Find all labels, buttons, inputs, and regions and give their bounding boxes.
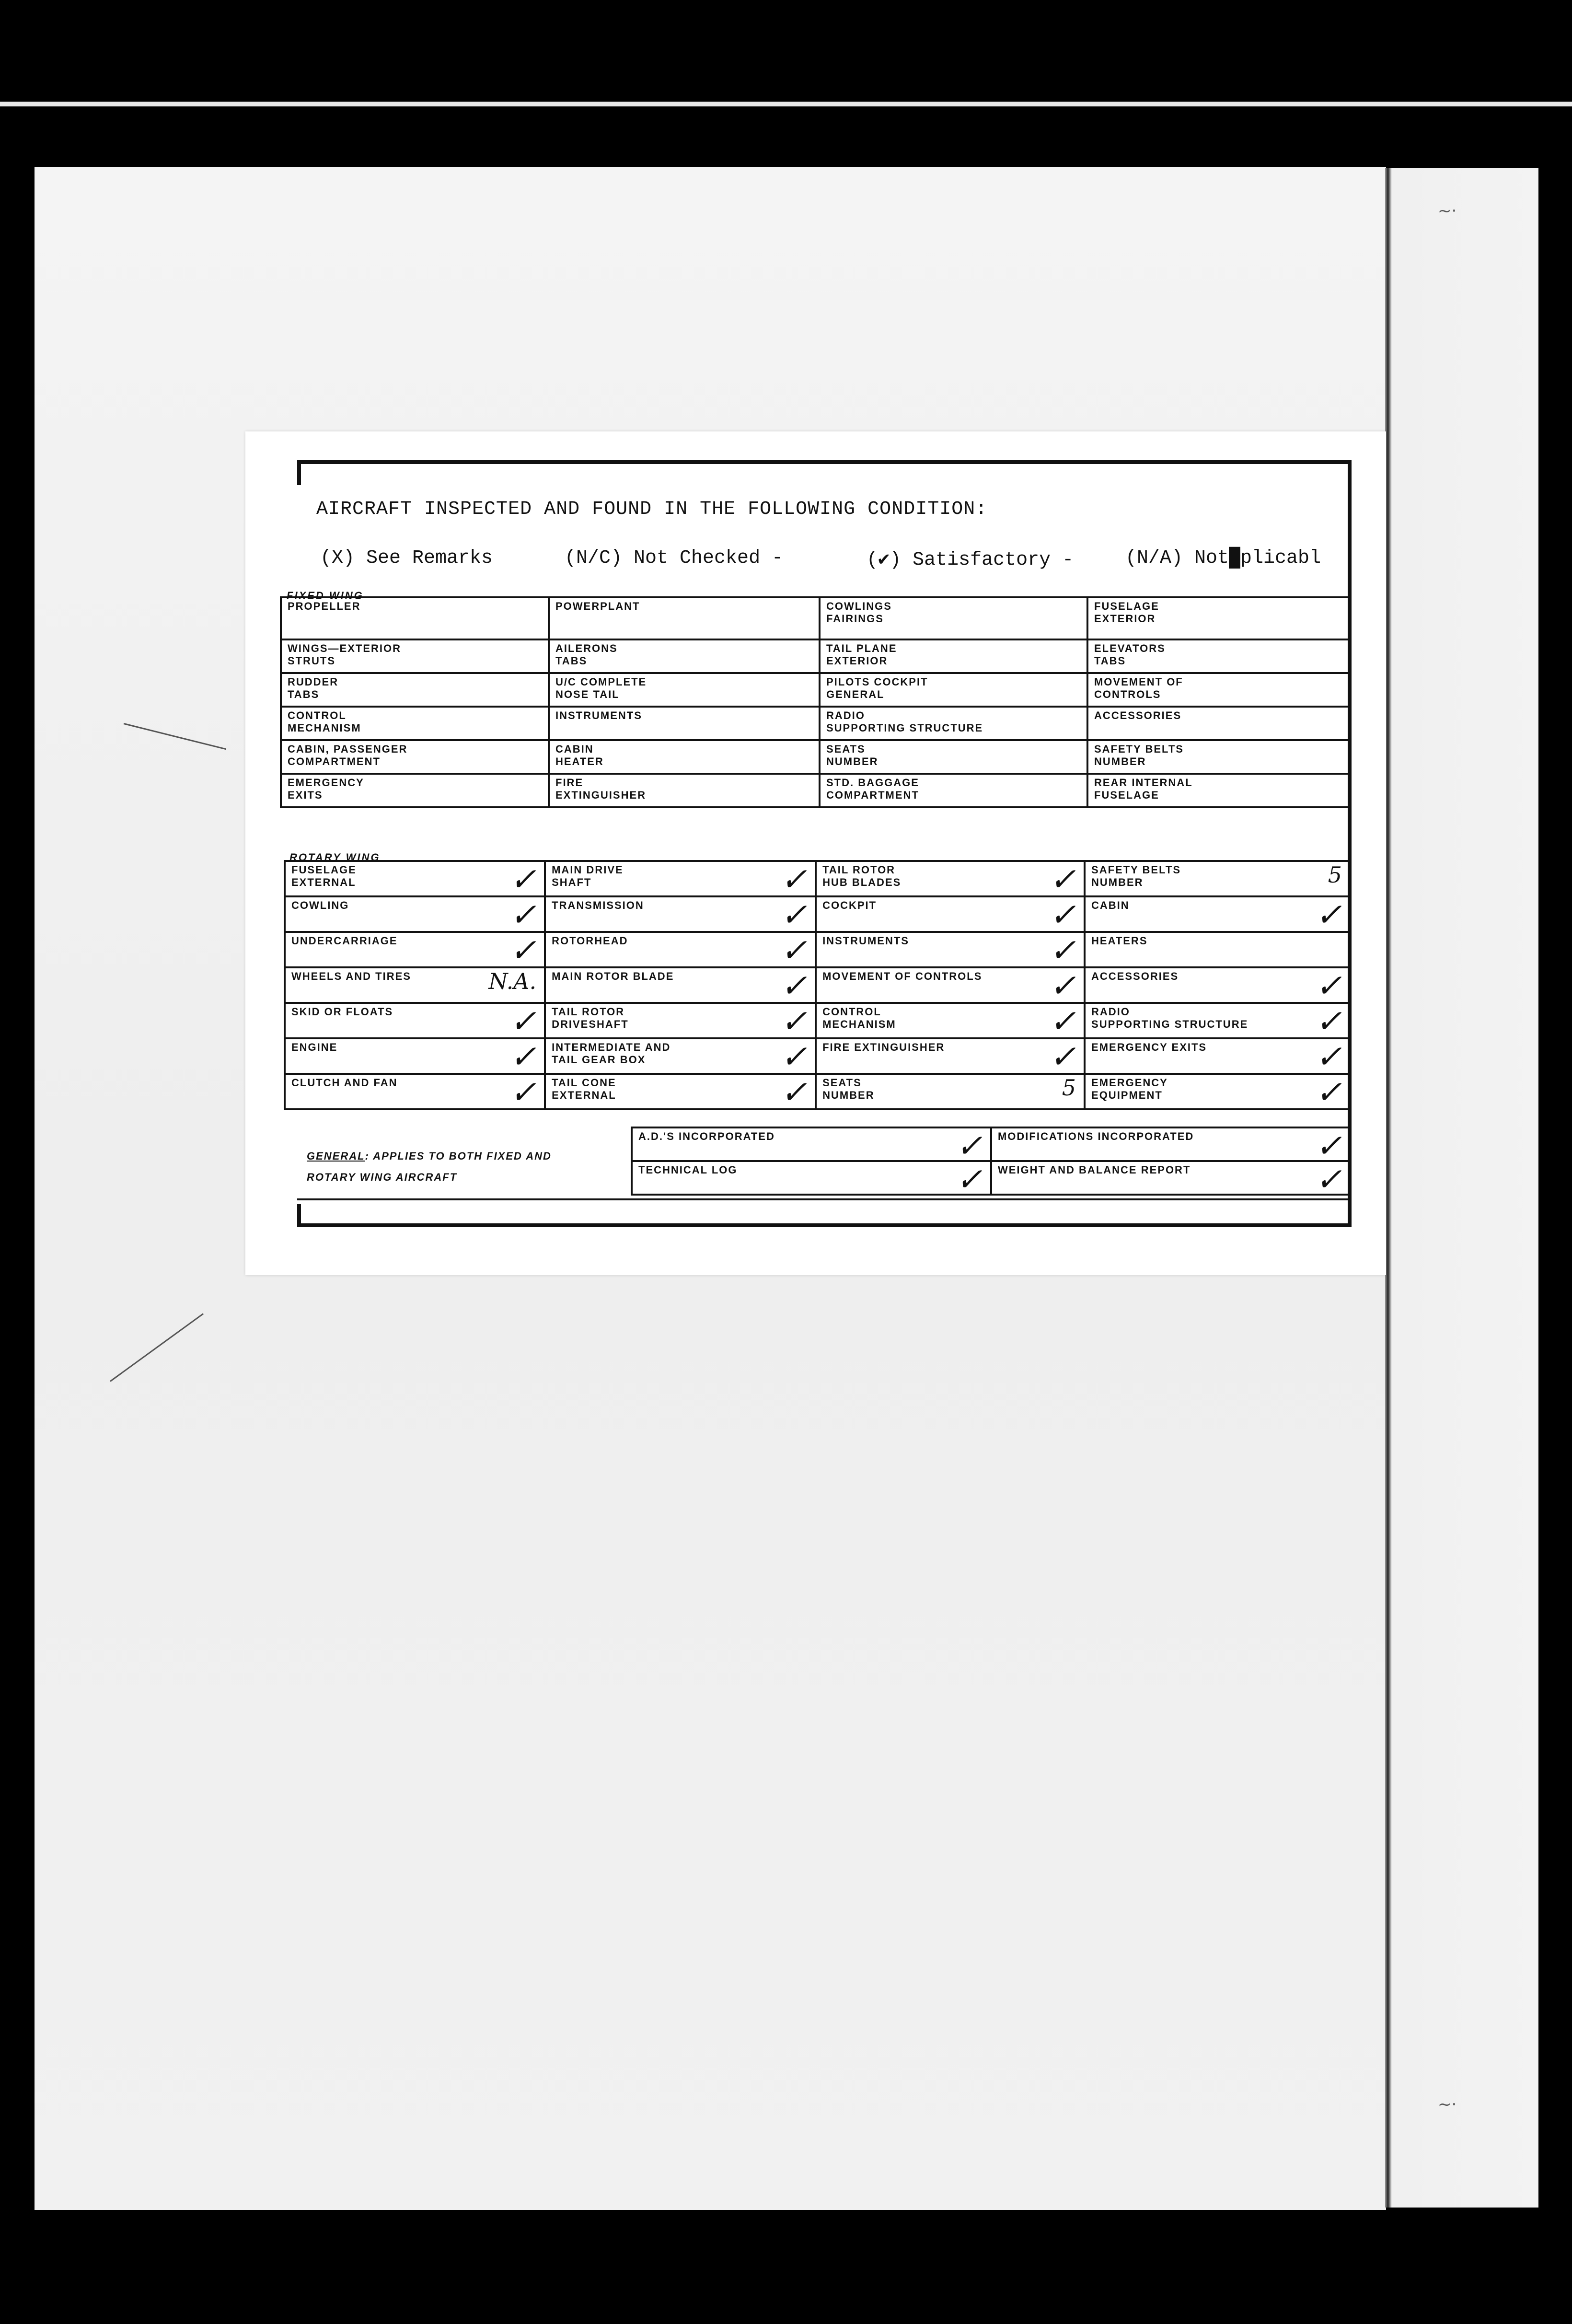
table-row [281,740,1351,774]
inspection-mark: ✓ [780,1074,808,1111]
cell-label: PROPELLER [288,600,361,612]
inspection-mark: 5 [1062,1075,1076,1101]
fixed-wing-cell [549,740,820,774]
legend-remarks: (X) See Remarks [320,547,493,569]
general-cell [632,1127,991,1164]
inspection-mark: N.A. [488,968,537,994]
rotary-wing-cell [1085,967,1351,1003]
rotary-wing-cell [816,861,1085,896]
inspection-mark: ✓ [509,1074,537,1111]
cell-label: REAR INTERNAL FUSELAGE [1094,777,1193,801]
rotary-wing-heading: ROTARY WING [289,851,381,863]
fixed-wing-cell [1087,740,1351,774]
rotary-wing-cell [816,932,1085,967]
fixed-wing-cell [820,639,1087,673]
inspection-mark: ✓ [780,932,808,969]
cell-label: POWERPLANT [555,600,640,612]
cell-label: INSTRUMENTS [822,935,909,947]
cell-label: ACCESSORIES [1094,709,1182,721]
table-row [281,774,1351,807]
cell-label: SEATS NUMBER [822,1077,875,1101]
table-row [285,861,1351,896]
form-title: AIRCRAFT INSPECTED AND FOUND IN THE FOLLOWING CONDITION: [316,499,988,520]
cell-label: ACCESSORIES [1091,970,1179,982]
cell-label: STD. BAGGAGE COMPARTMENT [826,777,919,801]
cell-label: RADIO SUPPORTING STRUCTURE [826,709,983,734]
rotary-wing-cell [285,861,545,896]
cell-label: CLUTCH AND FAN [291,1077,398,1089]
cell-label: ENGINE [291,1041,338,1053]
table-row [285,1003,1351,1038]
inspection-mark: ✓ [780,1003,808,1040]
inspection-mark: ✓ [1315,1038,1342,1075]
inspection-mark: 5 [1328,862,1342,888]
fixed-wing-heading: FIXED WING [287,590,364,602]
fixed-wing-cell [1087,707,1351,740]
fixed-wing-cell [820,597,1087,639]
cell-label: WHEELS AND TIRES [291,970,411,982]
edge-speck: ~· [1438,201,1457,221]
inspection-mark: ✓ [1315,1074,1342,1111]
rotary-wing-cell [1085,932,1351,967]
rotary-wing-cell [285,932,545,967]
cell-label: FIRE EXTINGUISHER [822,1041,945,1053]
cell-label: INTERMEDIATE AND TAIL GEAR BOX [552,1041,671,1066]
cell-label: CABIN HEATER [555,743,604,767]
cell-label: SEATS NUMBER [826,743,878,767]
inspection-mark: ✓ [1315,1161,1342,1198]
cell-label: FIRE EXTINGUISHER [555,777,647,801]
inspection-mark: ✓ [1315,1003,1342,1040]
inspection-mark: ✓ [1049,1003,1076,1040]
cell-label: TAIL ROTOR HUB BLADES [822,864,902,888]
cell-label: TRANSMISSION [552,899,644,911]
fixed-wing-cell [820,740,1087,774]
inspection-mark: ✓ [956,1161,982,1198]
rotary-wing-cell [545,932,816,967]
inspection-mark: ✓ [509,896,537,933]
table-row [285,1038,1351,1074]
cell-label: WEIGHT AND BALANCE REPORT [997,1164,1191,1176]
inspection-mark: ✓ [780,861,808,898]
fixed-wing-cell [820,707,1087,740]
cell-label: MOVEMENT OF CONTROLS [822,970,982,982]
folder-edge [1385,168,1538,2208]
general-label [307,1146,613,1188]
fixed-wing-cell [549,597,820,639]
fixed-wing-cell [1087,597,1351,639]
rotary-wing-cell [545,1074,816,1109]
rotary-wing-cell [1085,861,1351,896]
rotary-wing-cell [1085,896,1351,932]
table-row [281,597,1351,639]
fixed-wing-cell [1087,639,1351,673]
inspection-mark: ✓ [509,932,537,969]
cell-label: TECHNICAL LOG [638,1164,738,1176]
inspection-mark: ✓ [1049,861,1076,898]
fixed-wing-table [280,596,1352,808]
fixed-wing-cell [281,707,549,740]
fixed-wing-cell [549,639,820,673]
cell-label: FUSELAGE EXTERNAL [291,864,357,888]
rotary-wing-cell [816,967,1085,1003]
rotary-wing-cell [816,896,1085,932]
cell-label: RUDDER TABS [288,676,339,700]
rotary-wing-cell [285,896,545,932]
inspection-mark: ✓ [509,861,537,898]
cell-label: ELEVATORS TABS [1094,642,1166,667]
cell-label: MAIN DRIVE SHAFT [552,864,624,888]
table-row [285,896,1351,932]
general-label-rest: : APPLIES TO BOTH FIXED AND ROTARY WING AIRCRAFT [307,1150,552,1183]
general-cell [991,1161,1351,1198]
rotary-wing-cell [816,1074,1085,1109]
cell-label: UNDERCARRIAGE [291,935,398,947]
general-cell [991,1127,1351,1164]
cell-label: SAFETY BELTS NUMBER [1091,864,1181,888]
cell-label: AILERONS TABS [555,642,618,667]
inspection-mark: ✓ [509,1003,537,1040]
cell-label: A.D.'S INCORPORATED [638,1130,775,1142]
inspection-mark: ✓ [1315,896,1342,933]
inspection-mark: ✓ [1315,967,1342,1004]
inspection-mark: ✓ [1049,896,1076,933]
cell-label: WINGS—EXTERIOR STRUTS [288,642,402,667]
inspection-mark: ✓ [1049,1038,1076,1075]
table-row [285,967,1351,1003]
table-row [281,673,1351,707]
rotary-wing-cell [285,1038,545,1074]
rotary-wing-table [284,860,1352,1110]
general-label-underlined: GENERAL [307,1150,365,1162]
rotary-wing-cell [1085,1038,1351,1074]
cell-label: EMERGENCY EXITS [1091,1041,1207,1053]
table-row [632,1127,1351,1161]
cell-label: CABIN, PASSENGER COMPARTMENT [288,743,408,767]
cell-label: CONTROL MECHANISM [288,709,361,734]
table-row [281,639,1351,673]
cell-label: MAIN ROTOR BLADE [552,970,674,982]
legend-satisfactory: (✔) Satisfactory - [867,549,1074,571]
fixed-wing-cell [1087,673,1351,707]
cell-label: SAFETY BELTS NUMBER [1094,743,1184,767]
inspection-mark: ✓ [780,967,808,1004]
cell-label: FUSELAGE EXTERIOR [1094,600,1159,625]
fixed-wing-cell [281,774,549,807]
inspection-mark: ✓ [956,1127,982,1164]
fixed-wing-cell [281,639,549,673]
table-row [632,1161,1351,1195]
cell-label: TAIL PLANE EXTERIOR [826,642,897,667]
fixed-wing-cell [281,673,549,707]
fixed-wing-cell [820,774,1087,807]
rotary-wing-cell [545,896,816,932]
cell-label: EMERGENCY EXITS [288,777,364,801]
table-row [281,707,1351,740]
legend-not-applicable: (N/A) Not█plicabl [1125,547,1321,569]
rotary-wing-cell [285,967,545,1003]
cell-label: TAIL CONE EXTERNAL [552,1077,616,1101]
inspection-mark: ✓ [780,1038,808,1075]
rotary-wing-cell [816,1003,1085,1038]
inspection-mark: ✓ [1049,967,1076,1004]
inspection-mark: ✓ [1049,932,1076,969]
cell-label: PILOTS COCKPIT GENERAL [826,676,928,700]
scan-top-line [0,102,1572,106]
cell-label: COWLING [291,899,349,911]
cell-label: COCKPIT [822,899,877,911]
rotary-wing-cell [545,1003,816,1038]
fixed-wing-cell [281,740,549,774]
general-table [631,1127,1352,1196]
rotary-wing-cell [545,861,816,896]
cell-label: TAIL ROTOR DRIVESHAFT [552,1006,629,1030]
cell-label: MODIFICATIONS INCORPORATED [997,1130,1194,1142]
general-cell [632,1161,991,1198]
fixed-wing-cell [549,774,820,807]
rotary-wing-cell [816,1038,1085,1074]
cell-label: CONTROL MECHANISM [822,1006,896,1030]
rotary-wing-cell [1085,1003,1351,1038]
cell-label: RADIO SUPPORTING STRUCTURE [1091,1006,1248,1030]
rotary-wing-cell [285,1003,545,1038]
cell-label: HEATERS [1091,935,1148,947]
fixed-wing-cell [820,673,1087,707]
cell-label: CABIN [1091,899,1130,911]
cell-label: SKID OR FLOATS [291,1006,393,1018]
fixed-wing-cell [549,673,820,707]
cell-label: ROTORHEAD [552,935,628,947]
rotary-wing-cell [1085,1074,1351,1109]
cell-label: EMERGENCY EQUIPMENT [1091,1077,1168,1101]
legend-not-checked: (N/C) Not Checked - [565,547,784,569]
fixed-wing-cell [1087,774,1351,807]
fixed-wing-cell [281,597,549,639]
edge-speck: ~· [1438,2095,1457,2114]
inspection-mark: ✓ [780,896,808,933]
table-row [285,932,1351,967]
rotary-wing-cell [545,967,816,1003]
form-bottom-rule [297,1198,1352,1200]
cell-label: COWLINGS FAIRINGS [826,600,892,625]
cell-label: INSTRUMENTS [555,709,642,721]
rotary-wing-cell [285,1074,545,1109]
inspection-mark: ✓ [509,1038,537,1075]
cell-label: U/C COMPLETE NOSE TAIL [555,676,647,700]
form-frame [297,460,1352,1227]
table-row [285,1074,1351,1109]
fixed-wing-cell [549,707,820,740]
rotary-wing-cell [545,1038,816,1074]
inspection-mark: ✓ [1315,1127,1342,1164]
cell-label: MOVEMENT OF CONTROLS [1094,676,1183,700]
